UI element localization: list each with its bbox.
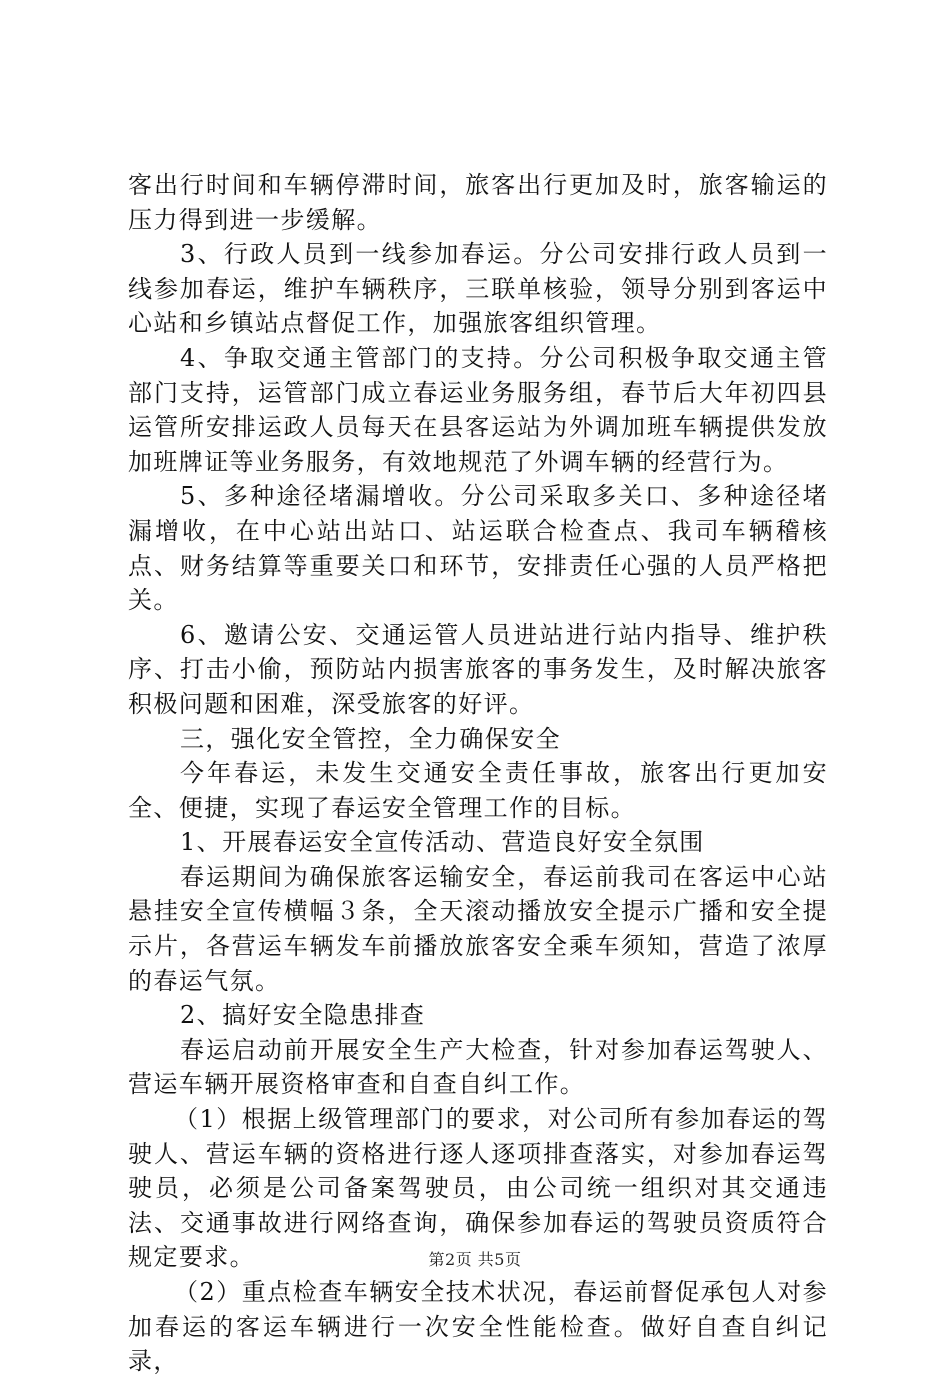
page-number-footer: 第2页 共5页 xyxy=(428,1250,522,1269)
paragraph-sub-item-1: （1）根据上级管理部门的要求，对公司所有参加春运的驾驶人、营运车辆的资格进行逐人逐项排查落实，对参加春运驾驶员，必须是公司备案驾驶员，由公司统一组织对其交通违法、交通事故进行网络查询，确保参加春运的驾驶员资质符合规定要求。 xyxy=(128,1105,828,1272)
paragraph-continuation: 客出行时间和车辆停滞时间，旅客出行更加及时，旅客输运的压力得到进一步缓解。 xyxy=(128,171,828,234)
paragraph-item-6: 6、邀请公安、交通运管人员进站进行站内指导、维护秩序、打击小偷，预防站内损害旅客的事务发生，及时解决旅客积极问题和困难，深受旅客的好评。 xyxy=(128,620,828,718)
paragraph-sub-item-2: （2）重点检查车辆安全技术状况，春运前督促承包人对参加春运的客运车辆进行一次安全性能检查。做好自查自纠记录， xyxy=(128,1278,828,1376)
paragraph-item-4: 4、争取交通主管部门的支持。分公司积极争取交通主管部门支持，运管部门成立春运业务服务组，春节后大年初四县运管所安排运政人员每天在县客运站为外调加班车辆提供发放加班牌证等业务服务，有效地规范了外调车辆的经营行为。 xyxy=(128,343,828,476)
section-heading-3: 三，强化安全管控，全力确保安全 xyxy=(180,724,561,753)
subheading-hazard-check: 2、搞好安全隐患排查 xyxy=(180,1001,426,1030)
paragraph-item-5: 5、多种途径堵漏增收。分公司采取多关口、多种途径堵漏增收，在中心站出站口、站运联合检查点、我司车辆稽核点、财务结算等重要关口和环节，安排责任心强的人员严格把关。 xyxy=(128,482,828,615)
paragraph-hazard-check: 春运启动前开展安全生产大检查，针对参加春运驾驶人、营运车辆开展资格审查和自查自纠工作。 xyxy=(128,1035,828,1099)
document-body xyxy=(128,168,828,1379)
subheading-safety-publicity: 1、开展春运安全宣传活动、营造良好安全氛围 xyxy=(180,828,705,857)
paragraph-safety-summary: 今年春运，未发生交通安全责任事故，旅客出行更加安全、便捷，实现了春运安全管理工作的目标。 xyxy=(128,759,828,822)
paragraph-item-3: 3、行政人员到一线参加春运。分公司安排行政人员到一线参加春运，维护车辆秩序，三联单核验，领导分别到客运中心站和乡镇站点督促工作，加强旅客组织管理。 xyxy=(128,240,828,338)
paragraph-safety-publicity: 春运期间为确保旅客运输安全，春运前我司在客运中心站悬挂安全宣传横幅３条，全天滚动播放安全提示广播和安全提示片，各营运车辆发车前播放旅客安全乘车须知，营造了浓厚的春运气氛。 xyxy=(128,862,828,995)
